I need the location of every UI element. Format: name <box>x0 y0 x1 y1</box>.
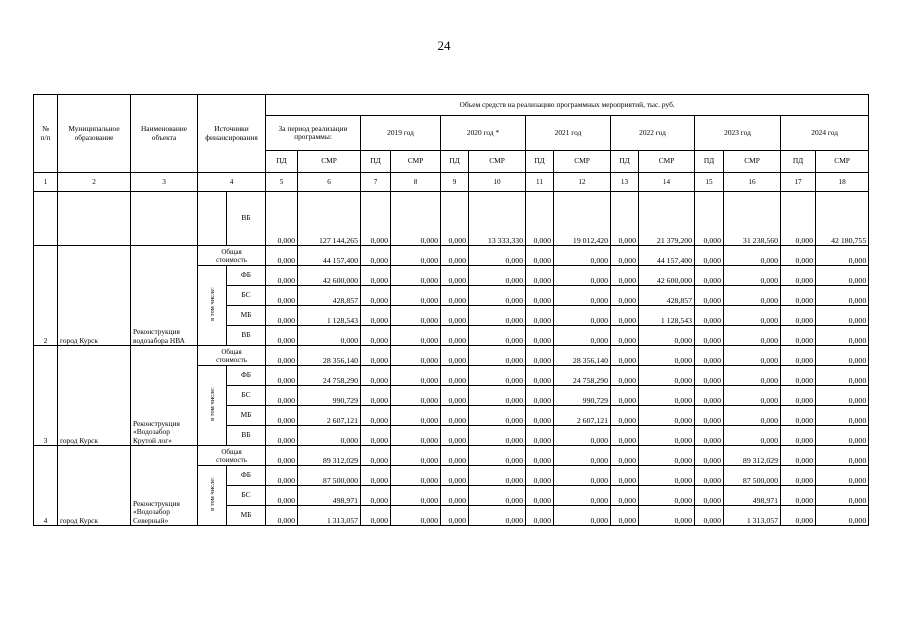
cell-2023-smr: 0,000 <box>724 406 781 426</box>
cell-2022-smr: 0,000 <box>639 446 695 466</box>
column-number-17: 17 <box>781 173 816 192</box>
column-number-2: 2 <box>58 173 131 192</box>
cell-total-smr: 428,857 <box>298 286 361 306</box>
cell-2019-pd: 0,000 <box>361 246 391 266</box>
cell-2019-smr: 0,000 <box>391 406 441 426</box>
cell-2019-pd: 0,000 <box>361 426 391 446</box>
column-number-12: 12 <box>554 173 611 192</box>
cell-2019-smr: 0,000 <box>391 466 441 486</box>
cell-2020-pd: 0,000 <box>441 192 469 246</box>
cell-2022-smr: 0,000 <box>639 486 695 506</box>
cell-total-pd: 0,000 <box>266 446 298 466</box>
cell-2019-smr: 0,000 <box>391 246 441 266</box>
cell-2021-smr: 2 607,121 <box>554 406 611 426</box>
cell-2019-smr: 0,000 <box>391 306 441 326</box>
cell-2020-pd: 0,000 <box>441 406 469 426</box>
cell-2023-pd: 0,000 <box>695 326 724 346</box>
cell-2023-smr: 0,000 <box>724 306 781 326</box>
cell-2024-smr: 0,000 <box>816 506 869 526</box>
cell-total-smr: 0,000 <box>298 326 361 346</box>
cell-2022-smr: 44 157,400 <box>639 246 695 266</box>
cell-2021-pd: 0,000 <box>526 192 554 246</box>
municipality-cell: город Курск <box>58 346 131 446</box>
source-label: БС <box>227 486 266 506</box>
including-cell <box>198 466 227 526</box>
cell-2024-pd: 0,000 <box>781 406 816 426</box>
cell-2020-smr: 0,000 <box>469 346 526 366</box>
cell-2022-pd: 0,000 <box>611 446 639 466</box>
column-number-11: 11 <box>526 173 554 192</box>
row-number: 3 <box>34 346 58 446</box>
cell-2024-pd: 0,000 <box>781 326 816 346</box>
cell-2023-smr: 0,000 <box>724 286 781 306</box>
cell-2022-smr: 0,000 <box>639 366 695 386</box>
column-number-10: 10 <box>469 173 526 192</box>
column-number-3: 3 <box>131 173 198 192</box>
cell-2023-pd: 0,000 <box>695 486 724 506</box>
cell-total-smr: 44 157,400 <box>298 246 361 266</box>
cell-2020-pd: 0,000 <box>441 386 469 406</box>
cell-2024-smr: 0,000 <box>816 406 869 426</box>
cell-2023-pd: 0,000 <box>695 246 724 266</box>
subheader-total-pd: ПД <box>266 151 298 173</box>
including-cell <box>198 192 227 246</box>
row-number: 4 <box>34 446 58 526</box>
cell-2023-smr: 31 238,560 <box>724 192 781 246</box>
cell-2020-smr: 0,000 <box>469 386 526 406</box>
cell-2020-smr: 0,000 <box>469 286 526 306</box>
source-label: ФБ <box>227 366 266 386</box>
subheader-2024-pd: ПД <box>781 151 816 173</box>
table-row <box>34 246 869 266</box>
cell-2021-smr: 990,729 <box>554 386 611 406</box>
row-number: 2 <box>34 246 58 346</box>
subheader-2023-smr: СМР <box>724 151 781 173</box>
cell-2022-smr: 0,000 <box>639 426 695 446</box>
cell-2022-smr: 21 379,200 <box>639 192 695 246</box>
cell-2022-pd: 0,000 <box>611 366 639 386</box>
cell-2020-smr: 0,000 <box>469 486 526 506</box>
column-number-6: 6 <box>298 173 361 192</box>
cell-2020-smr: 0,000 <box>469 326 526 346</box>
cell-2023-pd: 0,000 <box>695 406 724 426</box>
cell-2020-smr: 0,000 <box>469 366 526 386</box>
cell-2020-smr: 0,000 <box>469 466 526 486</box>
cell-total-smr: 1 128,543 <box>298 306 361 326</box>
period-header-2024: 2024 год <box>781 116 869 151</box>
cell-2022-smr: 1 128,543 <box>639 306 695 326</box>
cell-2024-pd: 0,000 <box>781 366 816 386</box>
cell-2021-pd: 0,000 <box>526 266 554 286</box>
source-label: ВБ <box>227 192 266 246</box>
cell-2020-smr: 0,000 <box>469 406 526 426</box>
column-number-18: 18 <box>816 173 869 192</box>
cell-2021-pd: 0,000 <box>526 466 554 486</box>
column-number-15: 15 <box>695 173 724 192</box>
cell-2024-smr: 0,000 <box>816 366 869 386</box>
cell-2024-pd: 0,000 <box>781 246 816 266</box>
cell-2021-pd: 0,000 <box>526 246 554 266</box>
cell-2023-pd: 0,000 <box>695 192 724 246</box>
cell-2022-smr: 0,000 <box>639 406 695 426</box>
subheader-2020-pd: ПД <box>441 151 469 173</box>
page-number: 24 <box>437 38 451 53</box>
cell-2020-smr: 13 333,330 <box>469 192 526 246</box>
cell-2019-smr: 0,000 <box>391 486 441 506</box>
column-number-13: 13 <box>611 173 639 192</box>
cell-2024-smr: 0,000 <box>816 266 869 286</box>
cell-total-smr: 498,971 <box>298 486 361 506</box>
column-number-row <box>34 173 869 192</box>
subheader-2022-pd: ПД <box>611 151 639 173</box>
cell-total-smr: 89 312,029 <box>298 446 361 466</box>
cell-2020-smr: 0,000 <box>469 426 526 446</box>
source-total-label: Общая стоимость <box>198 246 266 266</box>
cell-2024-pd: 0,000 <box>781 192 816 246</box>
cell-total-pd: 0,000 <box>266 426 298 446</box>
cell-2022-pd: 0,000 <box>611 192 639 246</box>
subheader-2024-smr: СМР <box>816 151 869 173</box>
cell-2021-pd: 0,000 <box>526 366 554 386</box>
cell-total-pd: 0,000 <box>266 192 298 246</box>
subheader-2022-smr: СМР <box>639 151 695 173</box>
source-total-label: Общая стоимость <box>198 346 266 366</box>
cell-2020-pd: 0,000 <box>441 246 469 266</box>
cell-2019-smr: 0,000 <box>391 266 441 286</box>
cell-2021-smr: 0,000 <box>554 246 611 266</box>
cell-2021-pd: 0,000 <box>526 406 554 426</box>
header-object-name: Наименование объекта <box>131 95 198 173</box>
cell-2024-smr: 0,000 <box>816 246 869 266</box>
column-number-8: 8 <box>391 173 441 192</box>
subheader-2019-smr: СМР <box>391 151 441 173</box>
cell-2024-smr: 0,000 <box>816 346 869 366</box>
column-number-4: 4 <box>198 173 266 192</box>
column-number-9: 9 <box>441 173 469 192</box>
cell-2024-smr: 0,000 <box>816 466 869 486</box>
column-number-16: 16 <box>724 173 781 192</box>
object-name-cell <box>131 192 198 246</box>
cell-total-pd: 0,000 <box>266 406 298 426</box>
source-label: МБ <box>227 406 266 426</box>
cell-2023-pd: 0,000 <box>695 386 724 406</box>
source-label: МБ <box>227 306 266 326</box>
cell-2019-pd: 0,000 <box>361 346 391 366</box>
cell-2019-smr: 0,000 <box>391 426 441 446</box>
cell-total-smr: 87 500,000 <box>298 466 361 486</box>
cell-2022-smr: 428,857 <box>639 286 695 306</box>
cell-total-smr: 42 600,000 <box>298 266 361 286</box>
cell-2022-smr: 0,000 <box>639 466 695 486</box>
cell-2023-smr: 1 313,057 <box>724 506 781 526</box>
cell-2019-pd: 0,000 <box>361 286 391 306</box>
cell-2021-pd: 0,000 <box>526 426 554 446</box>
cell-2024-pd: 0,000 <box>781 426 816 446</box>
cell-2023-smr: 87 500,000 <box>724 466 781 486</box>
object-name-cell: Реконструкция «Водозабор Северный» <box>131 446 198 526</box>
cell-2022-pd: 0,000 <box>611 406 639 426</box>
cell-2022-pd: 0,000 <box>611 486 639 506</box>
cell-2022-pd: 0,000 <box>611 466 639 486</box>
cell-2019-pd: 0,000 <box>361 266 391 286</box>
subheader-2019-pd: ПД <box>361 151 391 173</box>
cell-2022-smr: 0,000 <box>639 386 695 406</box>
cell-2021-smr: 0,000 <box>554 446 611 466</box>
cell-total-smr: 28 356,140 <box>298 346 361 366</box>
cell-total-pd: 0,000 <box>266 306 298 326</box>
cell-2021-smr: 24 758,290 <box>554 366 611 386</box>
cell-2023-pd: 0,000 <box>695 286 724 306</box>
cell-2023-smr: 0,000 <box>724 346 781 366</box>
source-label: ФБ <box>227 266 266 286</box>
cell-2019-smr: 0,000 <box>391 286 441 306</box>
including-label: в том числе: <box>208 477 216 512</box>
funding-table <box>33 94 869 526</box>
table-row <box>34 346 869 366</box>
column-number-5: 5 <box>266 173 298 192</box>
cell-2021-smr: 0,000 <box>554 426 611 446</box>
municipality-cell: город Курск <box>58 446 131 526</box>
header-col-number: № п/п <box>34 95 58 173</box>
cell-2019-pd: 0,000 <box>361 486 391 506</box>
cell-2023-smr: 498,971 <box>724 486 781 506</box>
source-label: МБ <box>227 506 266 526</box>
cell-total-pd: 0,000 <box>266 346 298 366</box>
cell-total-pd: 0,000 <box>266 326 298 346</box>
cell-2021-pd: 0,000 <box>526 286 554 306</box>
cell-2021-smr: 0,000 <box>554 326 611 346</box>
cell-2022-pd: 0,000 <box>611 306 639 326</box>
cell-2019-pd: 0,000 <box>361 326 391 346</box>
cell-2022-pd: 0,000 <box>611 426 639 446</box>
cell-2020-smr: 0,000 <box>469 306 526 326</box>
cell-2019-smr: 0,000 <box>391 366 441 386</box>
cell-2024-pd: 0,000 <box>781 346 816 366</box>
cell-2020-pd: 0,000 <box>441 446 469 466</box>
cell-2023-pd: 0,000 <box>695 266 724 286</box>
cell-2024-smr: 0,000 <box>816 386 869 406</box>
cell-total-pd: 0,000 <box>266 506 298 526</box>
cell-2021-smr: 0,000 <box>554 266 611 286</box>
cell-2024-smr: 0,000 <box>816 326 869 346</box>
object-name-cell: Реконструкция водозабора НВА <box>131 246 198 346</box>
source-label: БС <box>227 386 266 406</box>
cell-total-smr: 2 607,121 <box>298 406 361 426</box>
cell-2021-pd: 0,000 <box>526 326 554 346</box>
including-label: в том числе: <box>208 387 216 422</box>
cell-2022-pd: 0,000 <box>611 286 639 306</box>
subheader-total-smr: СМР <box>298 151 361 173</box>
cell-2022-pd: 0,000 <box>611 506 639 526</box>
cell-2021-pd: 0,000 <box>526 506 554 526</box>
municipality-cell <box>58 192 131 246</box>
cell-2022-smr: 0,000 <box>639 326 695 346</box>
cell-2022-pd: 0,000 <box>611 346 639 366</box>
cell-total-pd: 0,000 <box>266 386 298 406</box>
cell-2024-pd: 0,000 <box>781 306 816 326</box>
cell-2021-pd: 0,000 <box>526 306 554 326</box>
cell-2022-pd: 0,000 <box>611 326 639 346</box>
cell-2021-smr: 0,000 <box>554 286 611 306</box>
header-municipality: Муниципальное образование <box>58 95 131 173</box>
cell-2019-pd: 0,000 <box>361 466 391 486</box>
period-header-total: За период реализации программы: <box>266 116 361 151</box>
period-header-2023: 2023 год <box>695 116 781 151</box>
cell-2023-pd: 0,000 <box>695 446 724 466</box>
cell-2021-smr: 0,000 <box>554 466 611 486</box>
cell-2021-smr: 28 356,140 <box>554 346 611 366</box>
cell-2023-pd: 0,000 <box>695 346 724 366</box>
cell-2020-pd: 0,000 <box>441 426 469 446</box>
cell-total-pd: 0,000 <box>266 246 298 266</box>
cell-2019-pd: 0,000 <box>361 386 391 406</box>
period-header-2022: 2022 год <box>611 116 695 151</box>
cell-2023-smr: 0,000 <box>724 266 781 286</box>
cell-total-pd: 0,000 <box>266 286 298 306</box>
cell-2024-pd: 0,000 <box>781 486 816 506</box>
cell-2023-smr: 0,000 <box>724 426 781 446</box>
cell-2022-pd: 0,000 <box>611 266 639 286</box>
cell-total-smr: 990,729 <box>298 386 361 406</box>
cell-2024-smr: 42 180,755 <box>816 192 869 246</box>
source-label: ФБ <box>227 466 266 486</box>
cell-2021-pd: 0,000 <box>526 346 554 366</box>
cell-2020-pd: 0,000 <box>441 306 469 326</box>
cell-2022-smr: 0,000 <box>639 346 695 366</box>
cell-2020-smr: 0,000 <box>469 266 526 286</box>
cell-2024-smr: 0,000 <box>816 486 869 506</box>
cell-2024-pd: 0,000 <box>781 266 816 286</box>
subheader-2021-smr: СМР <box>554 151 611 173</box>
cell-2024-pd: 0,000 <box>781 286 816 306</box>
cell-total-smr: 127 144,265 <box>298 192 361 246</box>
subheader-2020-smr: СМР <box>469 151 526 173</box>
cell-total-smr: 24 758,290 <box>298 366 361 386</box>
cell-2020-pd: 0,000 <box>441 506 469 526</box>
cell-2020-pd: 0,000 <box>441 466 469 486</box>
cell-2019-smr: 0,000 <box>391 326 441 346</box>
cell-2021-pd: 0,000 <box>526 386 554 406</box>
cell-2019-pd: 0,000 <box>361 366 391 386</box>
cell-2021-smr: 0,000 <box>554 306 611 326</box>
cell-2019-pd: 0,000 <box>361 406 391 426</box>
cell-2019-smr: 0,000 <box>391 386 441 406</box>
cell-total-smr: 0,000 <box>298 426 361 446</box>
cell-2020-smr: 0,000 <box>469 506 526 526</box>
cell-2023-pd: 0,000 <box>695 366 724 386</box>
cell-2023-smr: 0,000 <box>724 246 781 266</box>
including-cell <box>198 366 227 446</box>
cell-2019-smr: 0,000 <box>391 346 441 366</box>
cell-2021-smr: 0,000 <box>554 486 611 506</box>
cell-2020-pd: 0,000 <box>441 266 469 286</box>
cell-2020-pd: 0,000 <box>441 286 469 306</box>
cell-2019-pd: 0,000 <box>361 506 391 526</box>
cell-total-pd: 0,000 <box>266 366 298 386</box>
table-body <box>34 192 869 526</box>
cell-2021-pd: 0,000 <box>526 446 554 466</box>
column-number-7: 7 <box>361 173 391 192</box>
source-label: ВБ <box>227 426 266 446</box>
cell-2022-smr: 0,000 <box>639 506 695 526</box>
cell-2024-smr: 0,000 <box>816 306 869 326</box>
period-header-2020: 2020 год * <box>441 116 526 151</box>
municipality-cell: город Курск <box>58 246 131 346</box>
cell-2024-pd: 0,000 <box>781 446 816 466</box>
cell-2024-smr: 0,000 <box>816 286 869 306</box>
column-number-14: 14 <box>639 173 695 192</box>
cell-2024-pd: 0,000 <box>781 386 816 406</box>
cell-2024-pd: 0,000 <box>781 466 816 486</box>
including-label: в том числе: <box>208 287 216 322</box>
cell-total-pd: 0,000 <box>266 486 298 506</box>
source-label: ВБ <box>227 326 266 346</box>
cell-2023-pd: 0,000 <box>695 506 724 526</box>
cell-2023-pd: 0,000 <box>695 426 724 446</box>
source-total-label: Общая стоимость <box>198 446 266 466</box>
header-funding-sources: Источники финансирования <box>198 95 266 173</box>
cell-2021-smr: 0,000 <box>554 506 611 526</box>
subheader-2023-pd: ПД <box>695 151 724 173</box>
cell-2020-smr: 0,000 <box>469 246 526 266</box>
cell-2020-pd: 0,000 <box>441 486 469 506</box>
cell-2019-smr: 0,000 <box>391 192 441 246</box>
cell-2019-smr: 0,000 <box>391 446 441 466</box>
period-header-2019: 2019 год <box>361 116 441 151</box>
header-funds-title: Объем средств на реализацию программных мероприятий, тыс. руб. <box>266 95 869 116</box>
cell-2022-smr: 42 600,000 <box>639 266 695 286</box>
cell-2019-smr: 0,000 <box>391 506 441 526</box>
cell-2024-pd: 0,000 <box>781 506 816 526</box>
row-number <box>34 192 58 246</box>
cell-2022-pd: 0,000 <box>611 386 639 406</box>
period-header-2021: 2021 год <box>526 116 611 151</box>
cell-2023-pd: 0,000 <box>695 466 724 486</box>
cell-2023-pd: 0,000 <box>695 306 724 326</box>
header-row <box>34 95 869 116</box>
table-header <box>34 95 869 192</box>
including-cell <box>198 266 227 346</box>
cell-2023-smr: 0,000 <box>724 386 781 406</box>
cell-2020-pd: 0,000 <box>441 326 469 346</box>
cell-total-pd: 0,000 <box>266 266 298 286</box>
cell-2021-smr: 19 012,420 <box>554 192 611 246</box>
cell-2021-pd: 0,000 <box>526 486 554 506</box>
cell-total-smr: 1 313,057 <box>298 506 361 526</box>
cell-total-pd: 0,000 <box>266 466 298 486</box>
cell-2019-pd: 0,000 <box>361 306 391 326</box>
table-row <box>34 446 869 466</box>
subheader-2021-pd: ПД <box>526 151 554 173</box>
column-number-1: 1 <box>34 173 58 192</box>
cell-2023-smr: 0,000 <box>724 366 781 386</box>
cell-2019-pd: 0,000 <box>361 192 391 246</box>
object-name-cell: Реконструкция «Водозабор Крутой лог» <box>131 346 198 446</box>
cell-2024-smr: 0,000 <box>816 426 869 446</box>
cell-2019-pd: 0,000 <box>361 446 391 466</box>
cell-2022-pd: 0,000 <box>611 246 639 266</box>
cell-2023-smr: 89 312,029 <box>724 446 781 466</box>
table-row <box>34 192 869 246</box>
cell-2020-pd: 0,000 <box>441 346 469 366</box>
source-label: БС <box>227 286 266 306</box>
cell-2023-smr: 0,000 <box>724 326 781 346</box>
cell-2024-smr: 0,000 <box>816 446 869 466</box>
cell-2020-smr: 0,000 <box>469 446 526 466</box>
cell-2020-pd: 0,000 <box>441 366 469 386</box>
